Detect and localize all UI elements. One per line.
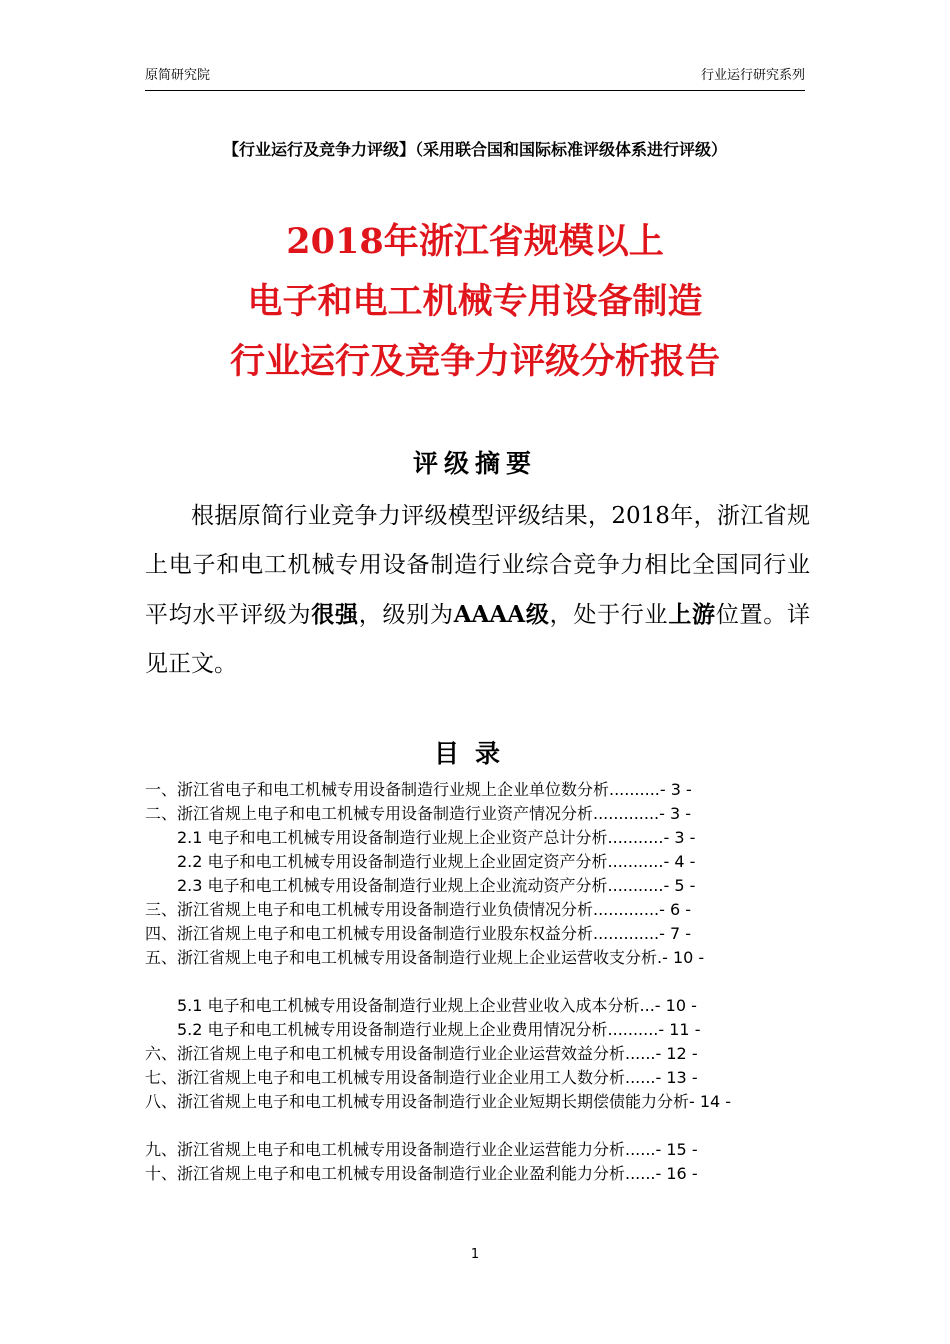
report-title-line-2: 电子和电工机械专用设备制造: [247, 281, 703, 322]
toc-entry-5-1[interactable]: 5.1 电子和电工机械专用设备制造行业规上企业营业收入成本分析...- 10 -: [177, 996, 697, 1015]
summary-paragraph: [145, 492, 810, 689]
toc-entry-5-2[interactable]: 5.2 电子和电工机械专用设备制造行业规上企业费用情况分析..........- 11 -: [177, 1020, 701, 1039]
summary-position-word: 上游: [668, 601, 716, 628]
report-title-line-3: 行业运行及竞争力评级分析报告: [229, 341, 720, 382]
summary-text-2: ，级别为: [358, 602, 454, 628]
toc-entry-9[interactable]: 九、浙江省规上电子和电工机械专用设备制造行业企业运营能力分析......- 15 -: [145, 1140, 698, 1159]
report-tagline: 【行业运行及竞争力评级】（采用联合国和国际标准评级体系进行评级）: [222, 140, 727, 159]
summary-heading: 评级摘要: [412, 449, 537, 478]
page-header: [145, 66, 805, 90]
toc-entry-2[interactable]: 二、浙江省规上电子和电工机械专用设备制造行业资产情况分析.............- 3 -: [145, 804, 692, 823]
toc-entry-5[interactable]: 五、浙江省规上电子和电工机械专用设备制造行业规上企业运营收支分析.- 10 -: [145, 948, 705, 967]
toc-entry-10[interactable]: 十、浙江省规上电子和电工机械专用设备制造行业企业盈利能力分析......- 16 -: [145, 1164, 698, 1183]
summary-text-3: ，处于行业: [549, 602, 669, 628]
toc-entry-7[interactable]: 七、浙江省规上电子和电工机械专用设备制造行业企业用工人数分析......- 13 -: [145, 1068, 698, 1087]
toc-entry-3[interactable]: 三、浙江省规上电子和电工机械专用设备制造行业负债情况分析.............- 6 -: [145, 900, 692, 919]
report-title: [100, 212, 850, 392]
page-number: 1: [470, 1247, 480, 1262]
toc-heading: 目录: [433, 739, 516, 768]
toc-entry-6[interactable]: 六、浙江省规上电子和电工机械专用设备制造行业企业运营效益分析......- 12 -: [145, 1044, 698, 1063]
summary-rating-level: AAAA级: [453, 601, 550, 628]
toc-entry-2-3[interactable]: 2.3 电子和电工机械专用设备制造行业规上企业流动资产分析...........- 5 -: [177, 876, 696, 895]
toc-entry-2-1[interactable]: 2.1 电子和电工机械专用设备制造行业规上企业资产总计分析...........- 3 -: [177, 828, 696, 847]
toc-entry-2-2[interactable]: 2.2 电子和电工机械专用设备制造行业规上企业固定资产分析...........- 4 -: [177, 852, 696, 871]
header-series-name: 行业运行研究系列: [700, 68, 805, 83]
toc-entry-1[interactable]: 一、浙江省电子和电工机械专用设备制造行业规上企业单位数分析..........- 3 -: [145, 780, 692, 799]
summary-rating-word: 很强: [311, 601, 359, 628]
summary-text-1: 根据原简行业竞争力评级模型评级结果，2018年，浙江省规上电子和电工机械专用设备制造行业综合竞争力相比全国同行业平均水平评级为: [145, 503, 810, 628]
toc-entry-8[interactable]: 八、浙江省规上电子和电工机械专用设备制造行业企业短期长期偿债能力分析- 14 -: [145, 1092, 732, 1111]
summary-text-4: 位置。详见正文。: [145, 602, 811, 677]
report-title-line-1: 2018年浙江省规模以上: [286, 221, 664, 262]
header-divider: [145, 90, 805, 91]
header-org-name: 原简研究院: [145, 68, 211, 83]
toc-entry-4[interactable]: 四、浙江省规上电子和电工机械专用设备制造行业股东权益分析.............- 7 -: [145, 924, 692, 943]
table-of-contents: [145, 778, 810, 1186]
